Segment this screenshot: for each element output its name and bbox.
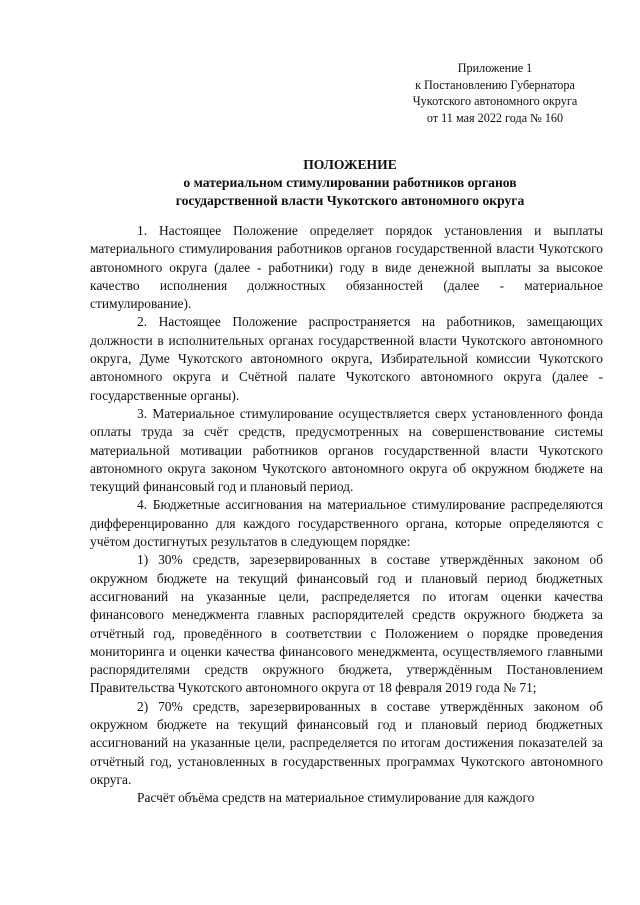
title-line: о материальном стимулировании работников органов xyxy=(183,175,517,190)
appendix-line: Чукотского автономного округа xyxy=(412,94,578,108)
paragraph: 1) 30% средств, зарезервированных в составе утверждённых законом об окружном бюджете на текущий финансовый год и плановый период бюджетных ассигнований на указанные цели, распределяется по итогам оценки качества финансового менеджмента главных распорядителей средств окружного бюджета за отчётный год, проведённого в соответствии с Положением о порядке проведения мониторинга и оценки качества финансового менеджмента, осуществляемого главными распорядителями средств окружного бюджета, утверждённым Постановлением Правительства Чукотского автономного округа от 18 февраля 2019 года № 71; xyxy=(90,552,603,696)
document-body xyxy=(90,222,603,808)
title-line: государственной власти Чукотского автономного округа xyxy=(175,193,525,208)
appendix-line: от 11 мая 2022 года № 160 xyxy=(426,110,564,125)
paragraph: 3. Материальное стимулирование осуществляется сверх установленного фонда оплаты труда за счёт средств, предусмотренных на совершенствование системы материальной мотивации работников органов государственной власти Чукотского автономного округа законом Чукотского автономного округа об окружном бюджете на текущий финансовый год и плановый период. xyxy=(90,405,603,495)
paragraph: 4. Бюджетные ассигнования на материальное стимулирование распределяются дифференцированно для каждого государственного органа, которые определяются с учётом достигнутых результатов в следующем порядке: xyxy=(90,497,603,550)
paragraph: 2) 70% средств, зарезервированных в составе утверждённых законом об окружном бюджете на текущий финансовый год и плановый период бюджетных ассигнований на указанные цели, распределяется по итогам достижения показателей за отчётный год, установленных в государственных программах Чукотского автономного округа. xyxy=(90,698,603,787)
appendix-header xyxy=(380,60,610,126)
appendix-line: Приложение 1 xyxy=(457,61,533,75)
paragraph: 1. Настоящее Положение определяет порядок установления и выплаты материального стимулирования работников органов государственной власти Чукотского автономного округа (далее - работники) году в виде денежной выплаты за высокое качество исполнения должностных обязанностей (далее - материальное стимулирование). xyxy=(90,223,603,312)
title-line: ПОЛОЖЕНИЕ xyxy=(303,157,397,172)
appendix-line: к Постановлению Губернатора xyxy=(415,77,575,92)
paragraph: 2. Настоящее Положение распространяется на работников, замещающих должности в исполнительных органах государственной власти Чукотского автономного округа, Думе Чукотского автономного округа, Избирательной комиссии Чукотского автономного округа и Счётной палате Чукотского автономного округа (далее - государственные органы). xyxy=(90,314,603,403)
document-title xyxy=(90,156,610,210)
paragraph: Расчёт объёма средств на материальное стимулирование для каждого xyxy=(137,790,535,806)
